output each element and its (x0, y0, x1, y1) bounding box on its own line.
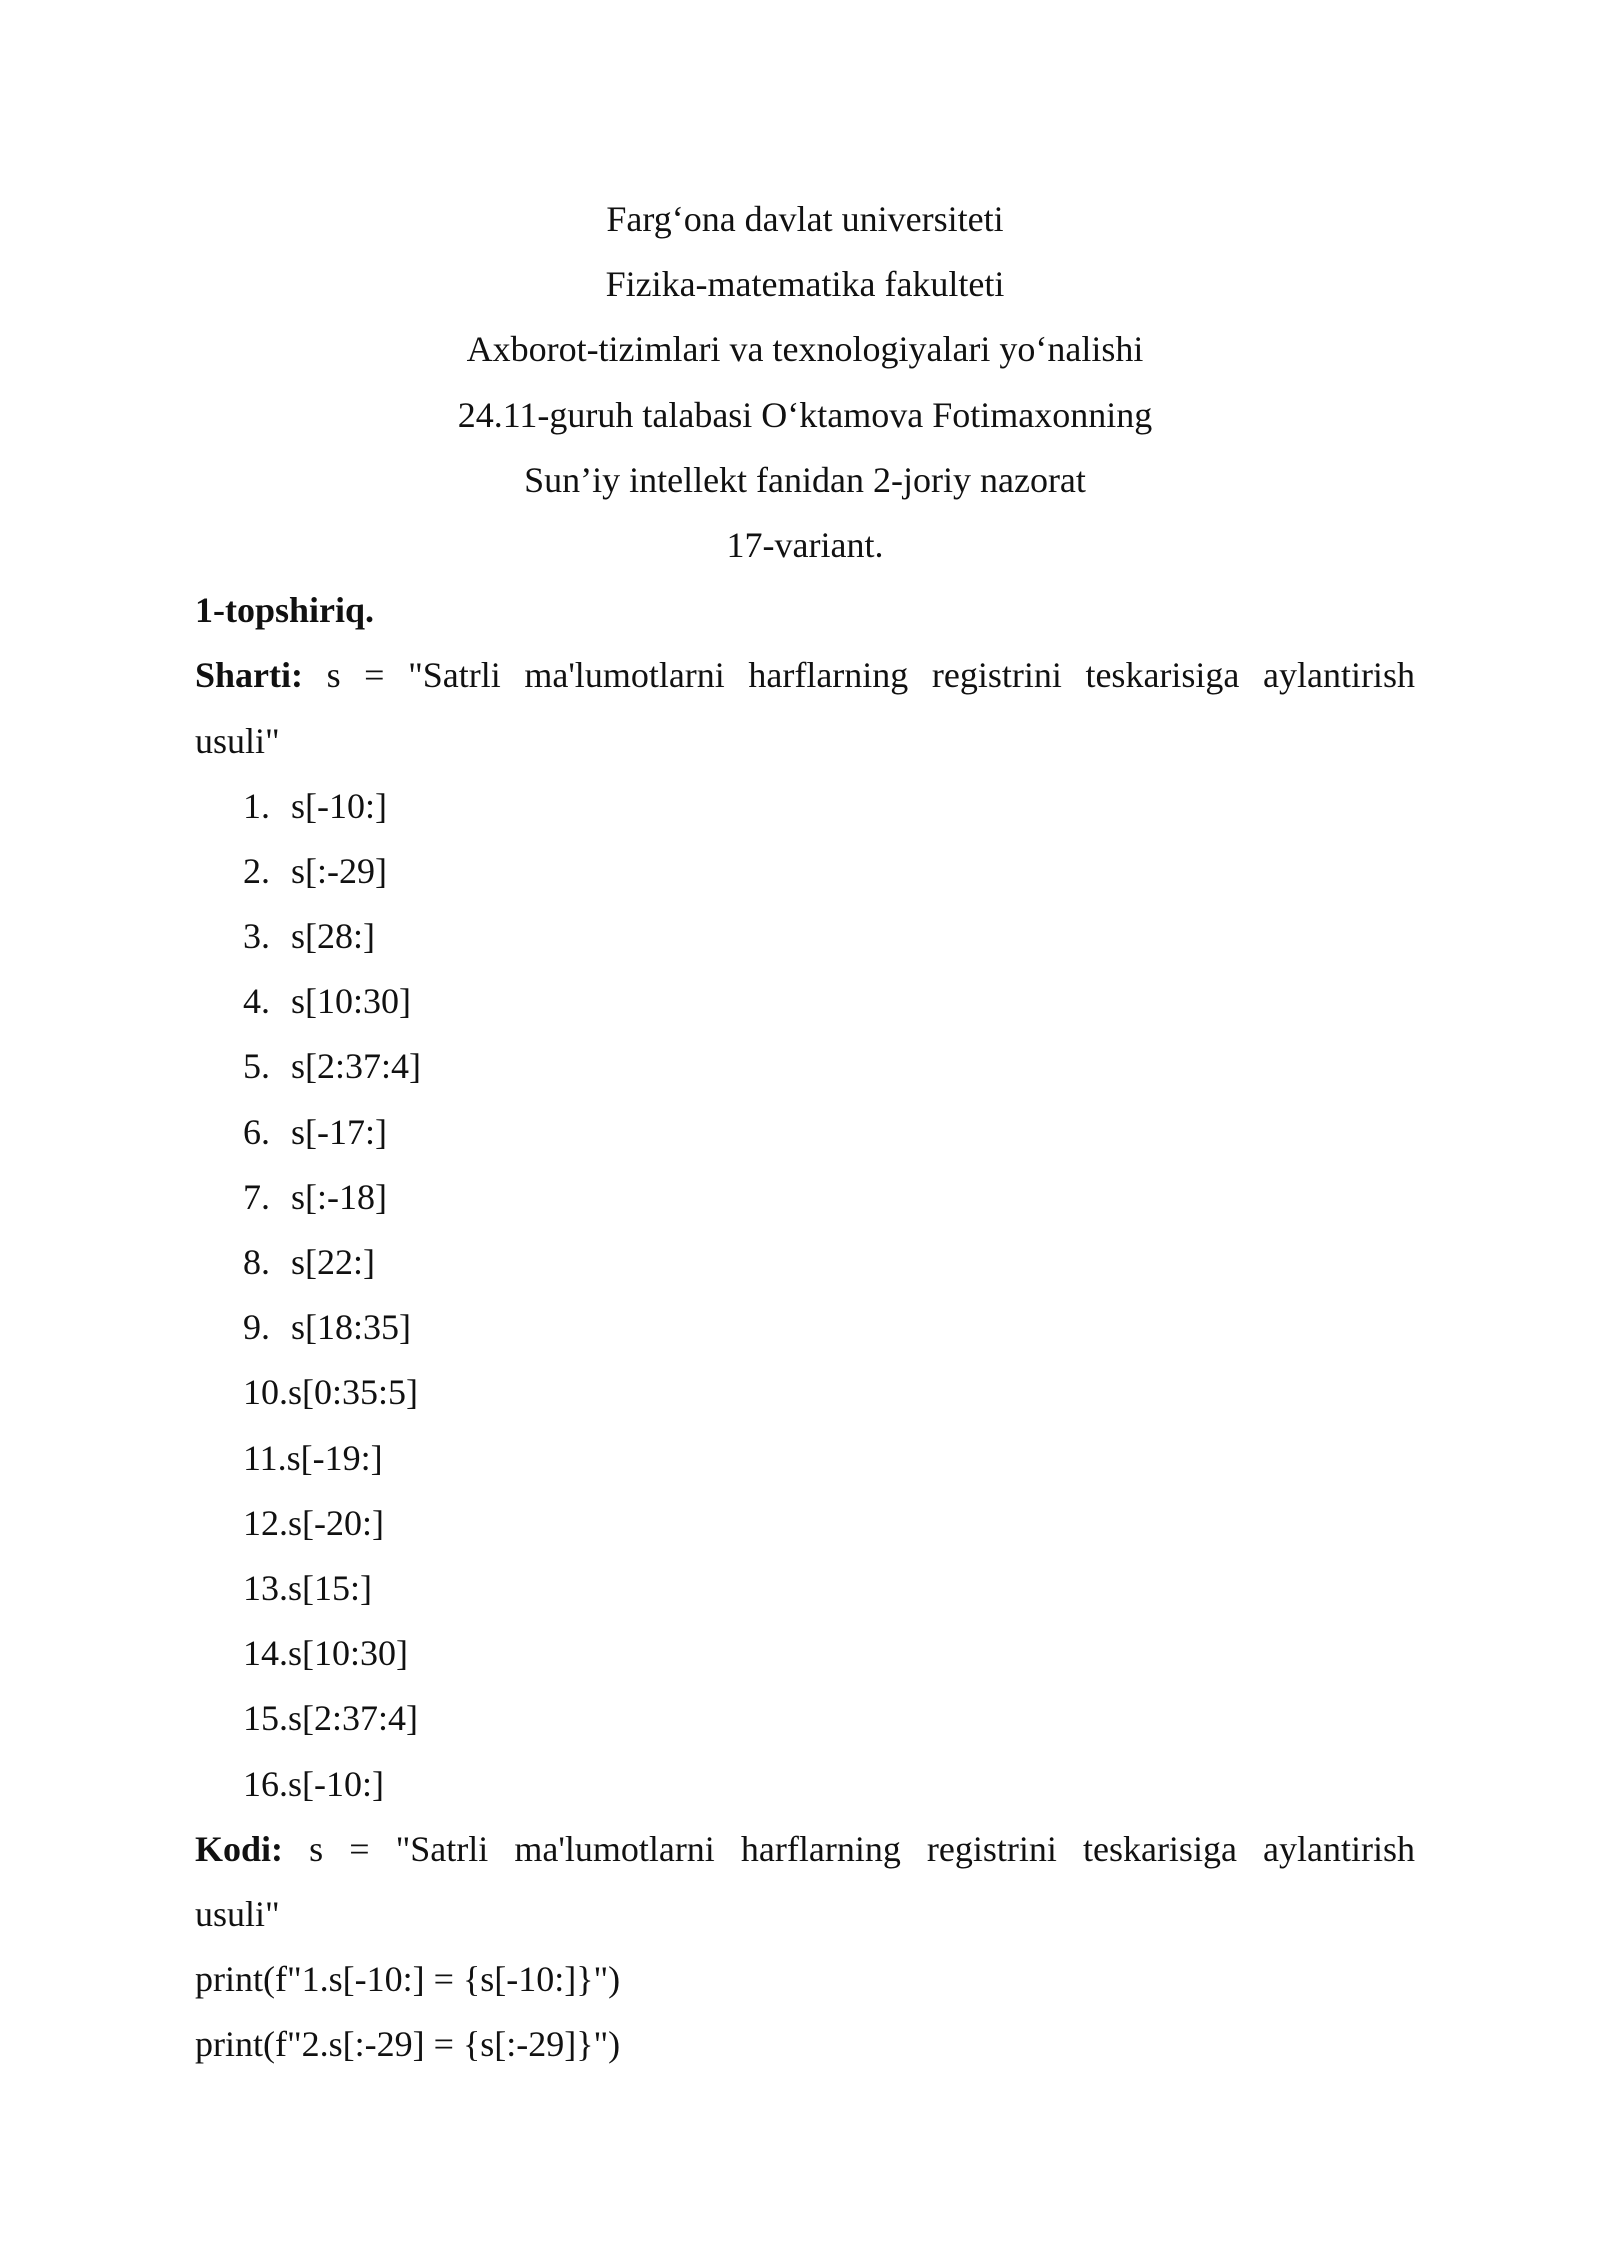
list-item (195, 1230, 1415, 1295)
list-item-text: s[-20:] (288, 1502, 384, 1543)
list-item-text: s[-17:] (291, 1111, 387, 1152)
list-item (195, 839, 1415, 904)
list-item (195, 969, 1415, 1034)
list-item-text: s[:-29] (291, 850, 387, 891)
code-word: = (349, 1828, 370, 1869)
list-item-text: s[-10:] (288, 1763, 384, 1804)
faculty-name: Fizika-matematika fakulteti (605, 264, 1005, 305)
list-item (195, 1752, 1415, 1817)
list-item (195, 1621, 1415, 1686)
list-item (195, 1491, 1415, 1556)
list-item-number: 13. (243, 1567, 288, 1608)
list-item-number: 15. (243, 1698, 288, 1739)
list-item-text: s[0:35:5] (288, 1372, 418, 1413)
condition-word: = (364, 655, 385, 696)
list-item-number: 6. (243, 1111, 270, 1152)
condition-word: harflarning (748, 655, 909, 696)
condition-label: Sharti: (195, 655, 303, 696)
code-word: ma'lumotlarni (514, 1828, 715, 1869)
list-item-number: 4. (243, 981, 270, 1022)
condition-word: "Satrli (408, 655, 501, 696)
condition-word: ma'lumotlarni (524, 655, 725, 696)
list-item (195, 1426, 1415, 1491)
list-item (195, 1165, 1415, 1230)
code-word: s (309, 1828, 324, 1869)
list-item-text: s[22:] (291, 1242, 375, 1282)
code-label: Kodi: (195, 1828, 284, 1869)
list-item-number: 2. (243, 850, 270, 891)
list-item-text: s[2:37:4] (291, 1046, 421, 1087)
list-item-text: s[:-18] (291, 1176, 387, 1217)
title-block (195, 187, 1415, 578)
list-item-text: s[10:30] (291, 981, 411, 1022)
list-item-text: s[2:37:4] (288, 1698, 418, 1739)
condition-word: aylantirish (1262, 655, 1415, 696)
subject-line: Sun’iy intellekt fanidan 2-joriy nazorat (524, 459, 1086, 500)
code-lines (195, 1947, 1415, 2077)
task-title: 1-topshiriq. (195, 590, 375, 631)
condition-word: registrini (931, 655, 1062, 696)
list-item (195, 904, 1415, 969)
list-item-number: 9. (243, 1307, 270, 1348)
list-item-number: 16. (243, 1763, 288, 1804)
condition-word: s (326, 655, 341, 696)
code-word: harflarning (740, 1828, 901, 1869)
list-item-number: 12. (243, 1502, 288, 1543)
list-item-number: 1. (243, 785, 270, 826)
document-page (195, 187, 1415, 2077)
list-item-number: 3. (243, 916, 270, 957)
code-word: "Satrli (395, 1828, 489, 1869)
code-line: print(f"1.s[-10:] = {s[-10:]}") (195, 1959, 621, 2000)
list-item-number: 10. (243, 1372, 288, 1413)
list-item-number: 11. (243, 1437, 287, 1478)
list-item-text: s[28:] (291, 916, 375, 957)
list-item (195, 1556, 1415, 1621)
slice-list (195, 774, 1415, 1817)
code-section (195, 1817, 1415, 1947)
direction-name: Axborot-tizimlari va texnologiyalari yo‘nalishi (466, 329, 1144, 370)
code-line: print(f"2.s[:-29] = {s[:-29]}") (195, 2024, 621, 2065)
condition-word: teskarisiga (1085, 655, 1240, 696)
condition-first-line (195, 643, 1415, 708)
task-condition (195, 643, 1415, 773)
list-item (195, 1100, 1415, 1165)
code-first-line (195, 1817, 1415, 1882)
list-item (195, 1295, 1415, 1360)
list-item (195, 1034, 1415, 1099)
list-item-number: 14. (243, 1633, 288, 1674)
list-item (195, 1686, 1415, 1751)
list-item-text: s[-19:] (286, 1437, 383, 1478)
list-item-number: 5. (243, 1046, 270, 1087)
list-item-text: s[15:] (288, 1567, 372, 1608)
code-word: teskarisiga (1082, 1828, 1237, 1869)
variant-line: 17-variant. (726, 524, 884, 565)
list-item (195, 774, 1415, 839)
list-item-number: 7. (243, 1176, 270, 1217)
code-word: aylantirish (1263, 1828, 1415, 1869)
university-name: Farg‘ona davlat universiteti (606, 199, 1004, 239)
list-item-number: 8. (243, 1242, 270, 1282)
condition-continuation: usuli" (195, 720, 280, 761)
list-item-text: s[18:35] (291, 1307, 411, 1348)
code-word: registrini (926, 1828, 1057, 1869)
list-item-text: s[-10:] (291, 785, 387, 826)
list-item (195, 1360, 1415, 1425)
student-line: 24.11-guruh talabasi O‘ktamova Fotimaxonning (457, 394, 1153, 435)
code-continuation: usuli" (195, 1893, 280, 1934)
list-item-text: s[10:30] (288, 1633, 408, 1674)
